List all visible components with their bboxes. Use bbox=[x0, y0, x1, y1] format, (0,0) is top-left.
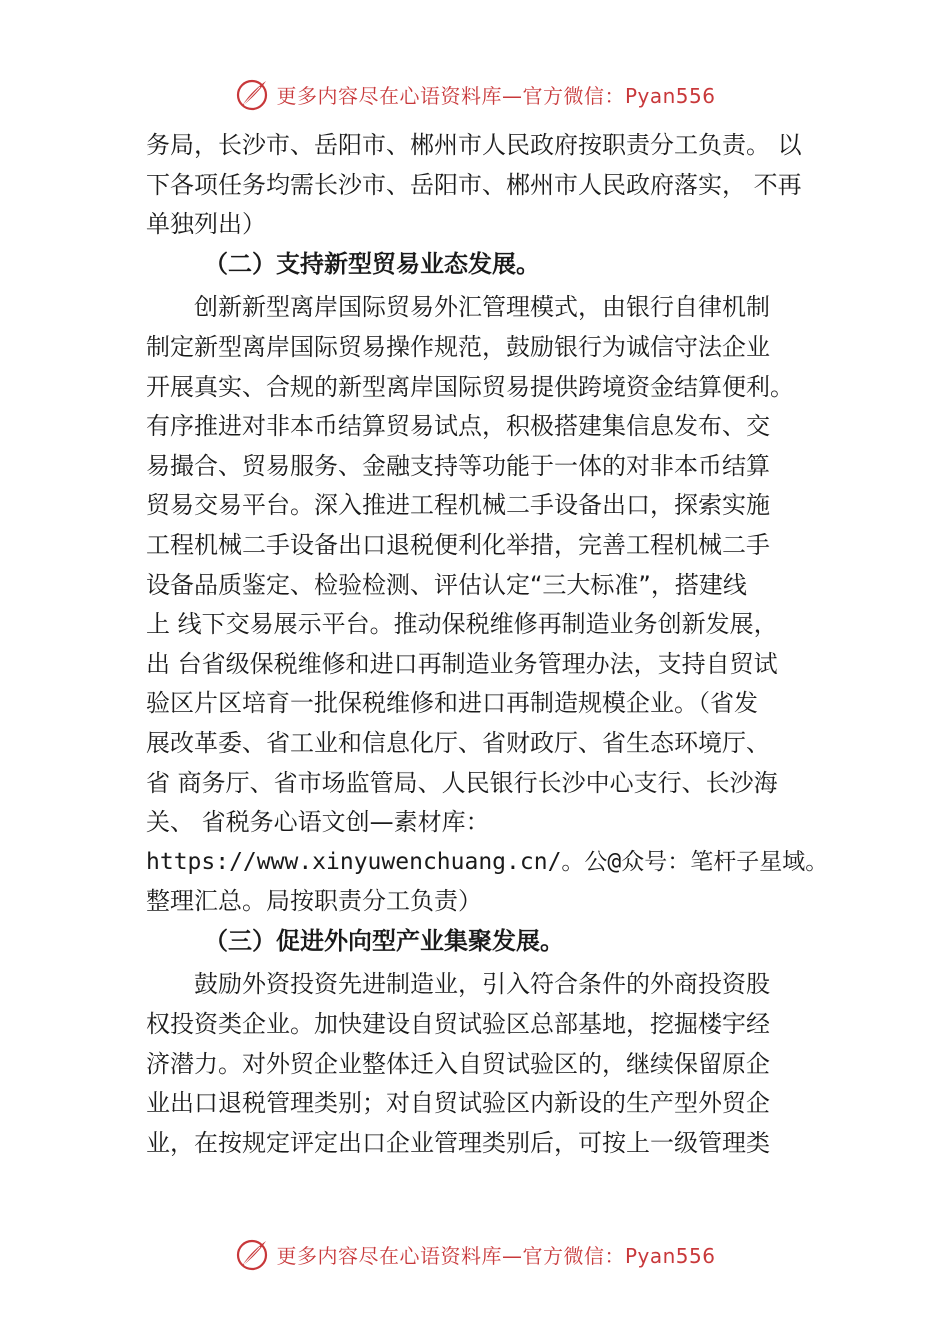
section-heading: （二）支持新型贸易业态发展。 bbox=[204, 249, 540, 278]
text-line: 开展真实、合规的新型离岸国际贸易提供跨境资金结算便利。 bbox=[146, 372, 794, 401]
text-line: 制定新型离岸国际贸易操作规范，鼓励银行为诚信守法企业 bbox=[146, 332, 770, 361]
text-line: 权投资类企业。加快建设自贸试验区总部基地，挖掘楼宇经 bbox=[146, 1010, 770, 1039]
text-line: 有序推进对非本币结算贸易试点，积极搭建集信息发布、交 bbox=[146, 412, 770, 441]
text-line: 验区片区培育一批保税维修和进口再制造规模企业。（省发 bbox=[146, 689, 758, 718]
text-line: 创新新型离岸国际贸易外汇管理模式，由银行自律机制 bbox=[194, 293, 770, 322]
text-line: 展改革委、省工业和信息化厅、省财政厅、省生态环境厅、 bbox=[146, 728, 770, 757]
text-line: 贸易交易平台。深入推进工程机械二手设备出口，探索实施 bbox=[146, 491, 770, 520]
text-line: 下各项任务均需长沙市、岳阳市、郴州市人民政府落实， 不再 bbox=[146, 170, 802, 199]
text-line: 业，在按规定评定出口企业管理类别后，可按上一级管理类 bbox=[146, 1128, 770, 1157]
text-line: 济潜力。对外贸企业整体迁入自贸试验区的，继续保留原企 bbox=[146, 1049, 770, 1078]
text-line: 上 线下交易展示平台。推动保税维修再制造业务创新发展， bbox=[146, 610, 778, 639]
text-line: 业出口退税管理类别；对自贸试验区内新设的生产型外贸企 bbox=[146, 1089, 770, 1118]
text-line: 务局，长沙市、岳阳市、郴州市人民政府按职责分工负责。 以 bbox=[146, 131, 802, 159]
document-body bbox=[146, 126, 829, 1163]
text-line: 鼓励外资投资先进制造业，引入符合条件的外商投资股 bbox=[194, 970, 770, 999]
text-line: 省 商务厅、省市场监管局、人民银行长沙中心支行、长沙海 bbox=[146, 768, 778, 797]
footer-banner bbox=[0, 1232, 950, 1276]
text-line: 出 台省级保税维修和进口再制造业务管理办法，支持自贸试 bbox=[146, 649, 778, 678]
text-line: 关、 省税务心语文创—素材库： bbox=[146, 808, 490, 837]
section-heading: （三）促进外向型产业集聚发展。 bbox=[204, 926, 564, 955]
feather-circle-logo-icon bbox=[234, 76, 270, 112]
banner-text: 更多内容尽在心语资料库—官方微信：Pyan556 bbox=[276, 83, 716, 108]
text-line: 单独列出） bbox=[146, 210, 266, 239]
text-line: 整理汇总。局按职责分工负责） bbox=[146, 887, 482, 916]
feather-circle-logo-icon bbox=[234, 1236, 270, 1272]
url-line: https://www.xinyuwenchuang.cn/。公@众号：笔杆子星域。 bbox=[146, 848, 829, 875]
header-banner bbox=[0, 72, 950, 116]
banner-text: 更多内容尽在心语资料库—官方微信：Pyan556 bbox=[276, 1243, 716, 1268]
text-line: 设备品质鉴定、检验检测、评估认定“三大标准”，搭建线 bbox=[146, 570, 747, 599]
text-line: 工程机械二手设备出口退税便利化举措，完善工程机械二手 bbox=[146, 530, 770, 559]
text-line: 易撮合、贸易服务、金融支持等功能于一体的对非本币结算 bbox=[146, 451, 770, 480]
